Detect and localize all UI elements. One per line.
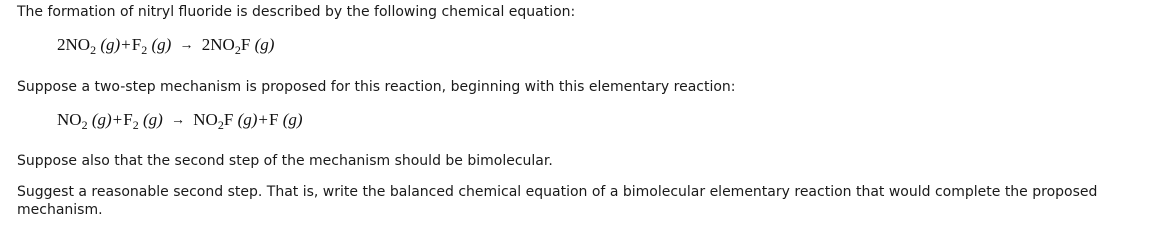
product-no2f: $NO_2F$ xyxy=(193,110,234,132)
plus-sign: + xyxy=(112,110,123,129)
reaction-arrow-icon: → xyxy=(171,113,186,128)
state-label: (g) xyxy=(142,110,163,129)
step1-intro-text: Suppose a two-step mechanism is proposed for this reaction, beginning with this elementary reaction: xyxy=(17,79,736,95)
reactant-no2: $2NO_2$ xyxy=(57,35,97,57)
state-label: (g) xyxy=(91,110,112,129)
state-label: (g) xyxy=(282,110,303,129)
reactant-no2: $NO_2$ xyxy=(57,110,88,132)
plus-sign: + xyxy=(258,110,268,129)
second-step-intro-text: Suppose also that the second step of the mechanism should be bimolecular. xyxy=(17,153,553,169)
reactant-f2: $F_2$ xyxy=(131,35,148,57)
state-label: (g) xyxy=(151,35,172,54)
state-label: (g) xyxy=(254,35,275,54)
state-label: (g) xyxy=(100,35,121,54)
overall-equation xyxy=(57,34,274,58)
state-label: (g) xyxy=(237,110,258,129)
product-no2f: $2NO_2F$ xyxy=(201,35,251,57)
reaction-arrow-icon: → xyxy=(179,38,194,53)
plus-sign: + xyxy=(121,35,131,54)
step1-equation xyxy=(57,109,303,133)
task-text: Suggest a reasonable second step. That is, write the balanced chemical equation of a bimolecular elementary reaction that would complete the proposed mechanism. xyxy=(17,184,1098,218)
intro-text: The formation of nitryl fluoride is described by the following chemical equation: xyxy=(17,4,576,20)
reactant-f2: $F_2$ xyxy=(123,110,139,132)
product-f: F xyxy=(268,110,279,129)
